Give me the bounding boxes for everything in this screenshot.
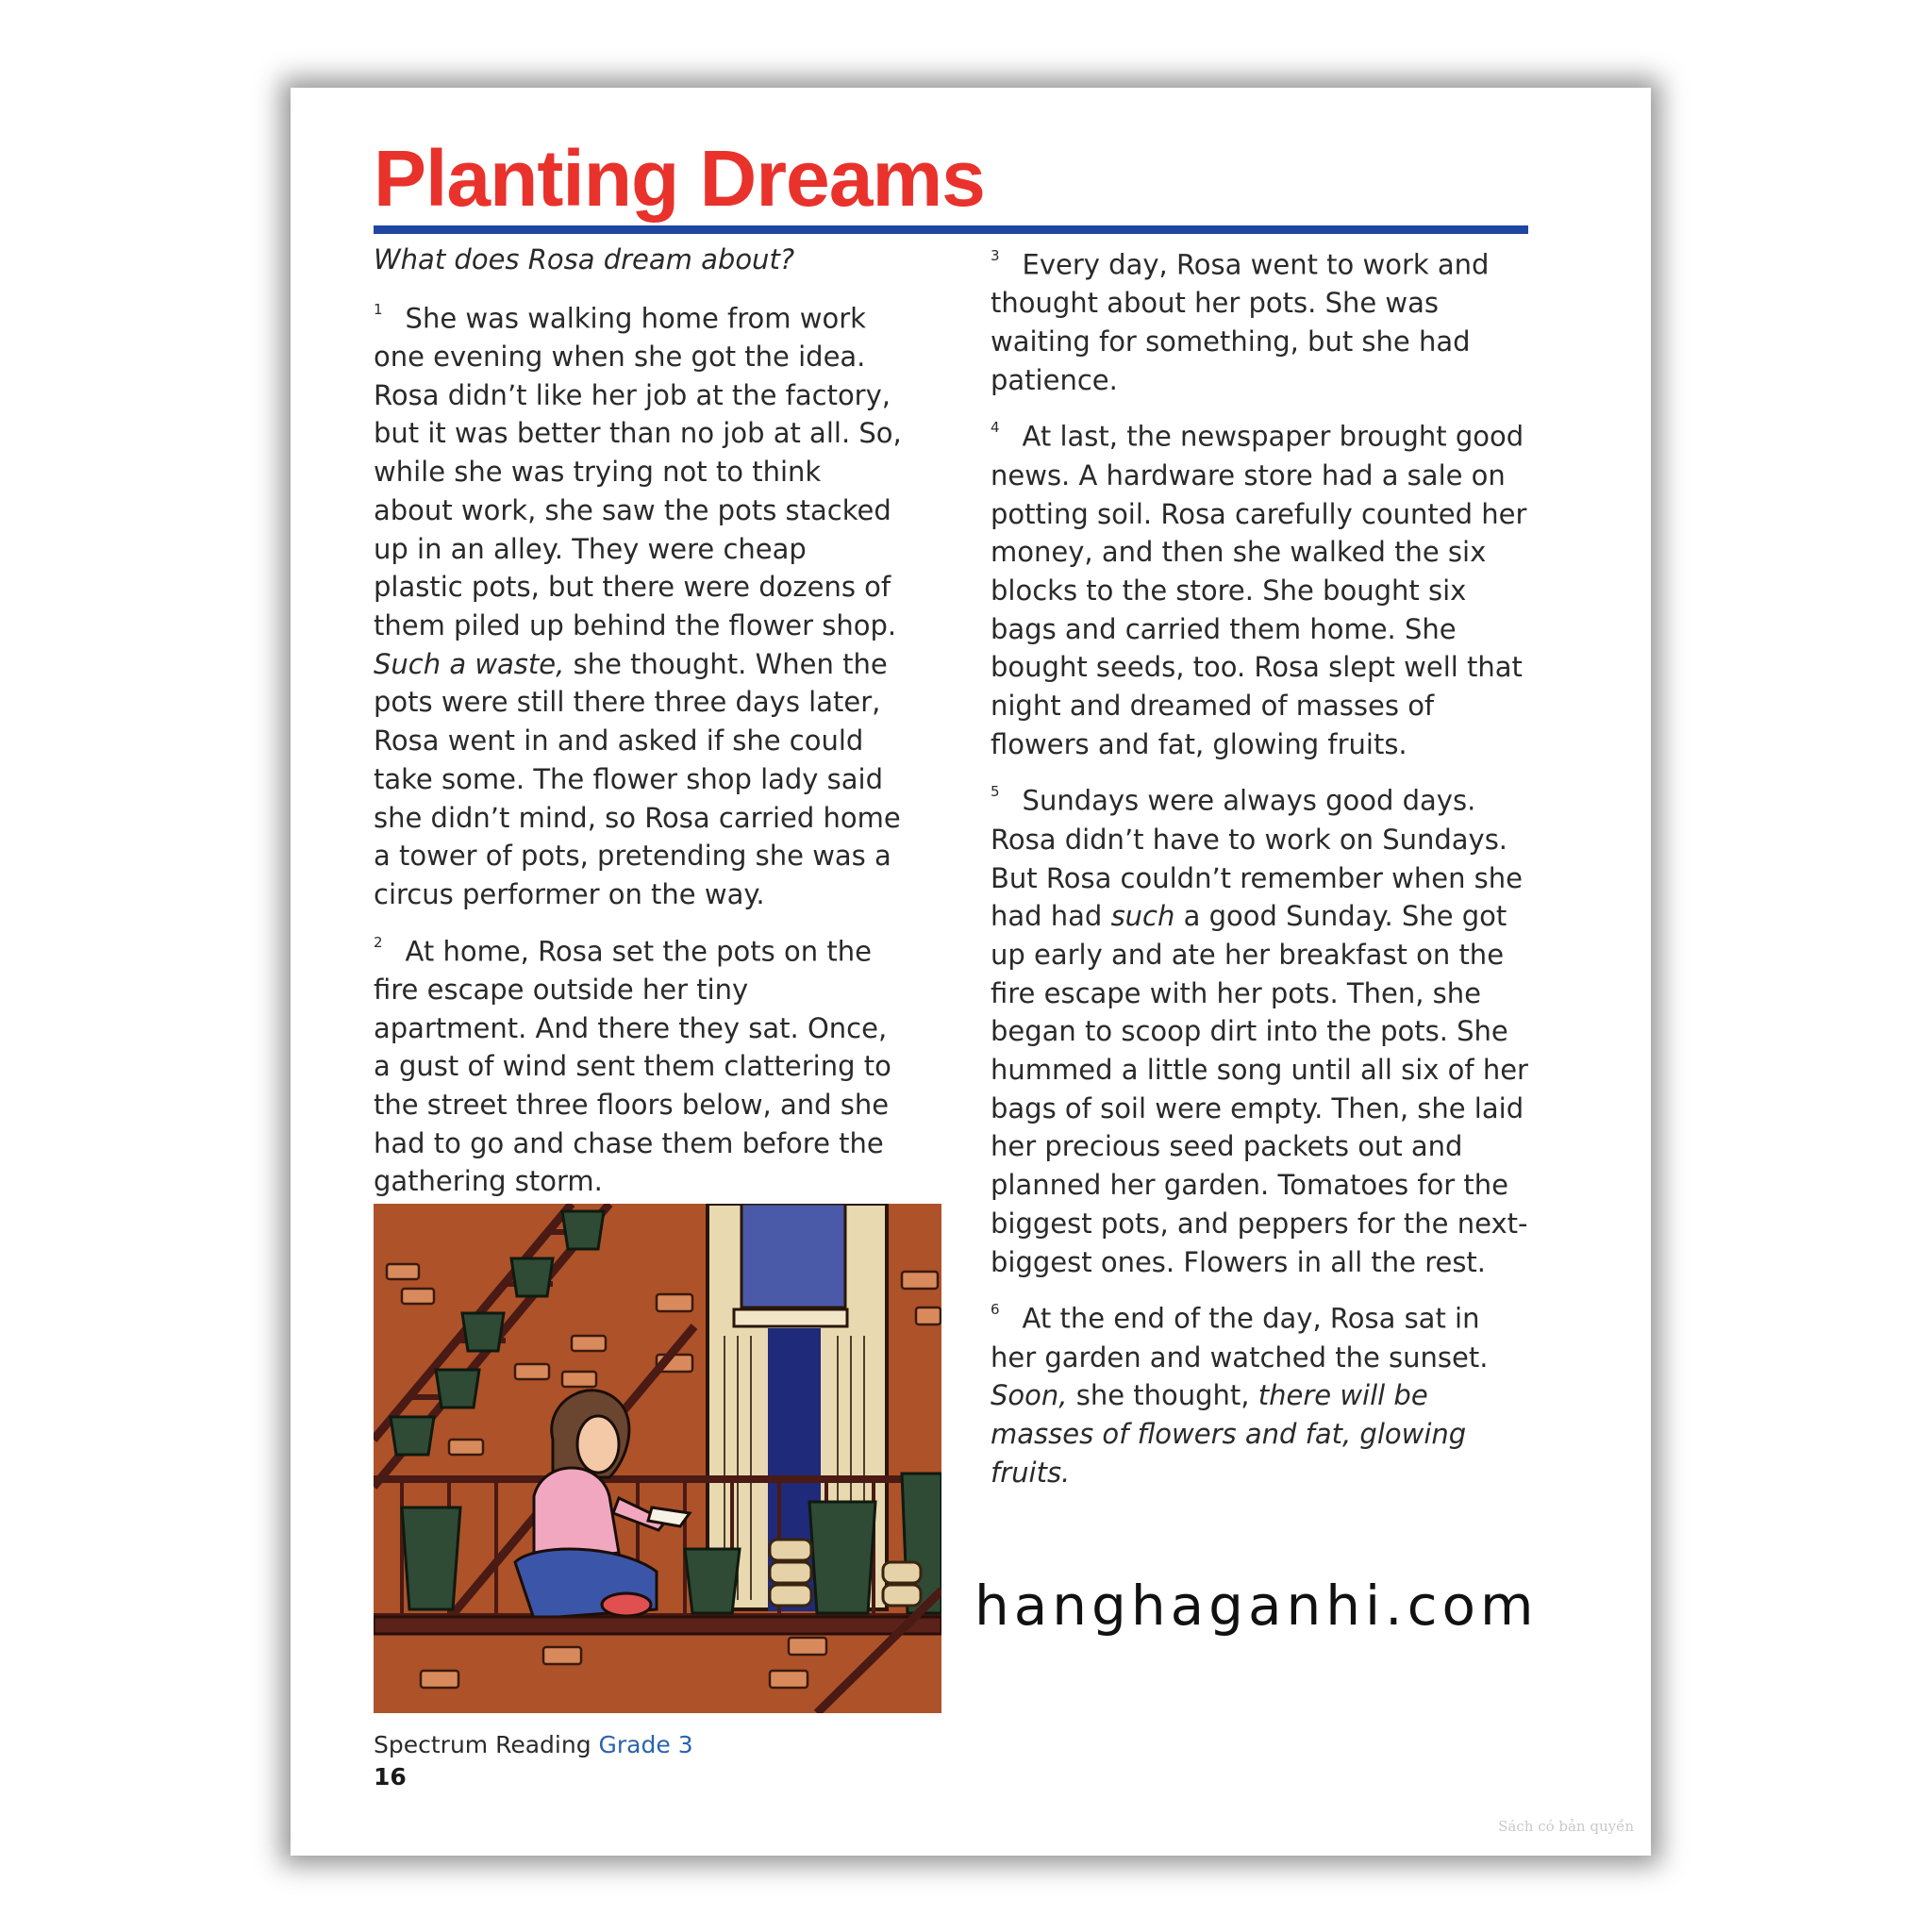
page-number: 16 — [374, 1763, 407, 1790]
grade-label: Grade 3 — [598, 1731, 693, 1758]
paragraph-number: 1 — [374, 300, 383, 318]
paragraph-text: Sundays were always good days. Rosa didn’t have to work on Sundays. But Rosa couldn’t remember when she had had — [991, 785, 1523, 933]
copyright-note: Sách có bản quyền — [1498, 1818, 1634, 1835]
site-watermark: hanghaganhi.com — [974, 1574, 1539, 1638]
series-name: Spectrum Reading — [374, 1731, 591, 1758]
series-line — [374, 1729, 693, 1761]
paragraph-4 — [991, 412, 1533, 763]
paragraph-number: 6 — [991, 1301, 1000, 1319]
paragraph-6 — [991, 1294, 1533, 1491]
paragraph-2 — [374, 927, 902, 1202]
left-column — [374, 241, 902, 1214]
right-column — [991, 241, 1533, 1505]
page-title: Planting Dreams — [374, 134, 985, 223]
paragraph-1 — [374, 294, 902, 914]
paragraph-number: 2 — [374, 933, 383, 951]
book-page — [291, 88, 1651, 1856]
italic-text: Soon, — [991, 1379, 1068, 1412]
paragraph-text: At last, the newspaper brought good news. A hardware store had a sale on potting soil. Rosa carefully counted her money, and then she walked the six blocks to the store. She bought six bags and carried them home. She bought seeds, too. Rosa slept well that night and dreamed of masses of flowers and fat, glowing fruits. — [991, 421, 1527, 760]
paragraph-text: At home, Rosa set the pots on the fire escape outside her tiny apartment. And there they sat. Once, a gust of wind sent them clattering to the street three floors below, and she had to go and chase them before the gathering storm. — [374, 935, 891, 1198]
paragraph-text: a good Sunday. She got up early and ate her breakfast on the fire escape with her pots. Then, she began to scoop dirt into the pots. She hummed a little song until all six of her bags of soil were empty. Then, she laid her precious seed packets out and planned her garden. Tomatoes for the biggest pots, and peppers for the next-biggest ones. Flowers in all the rest. — [991, 900, 1528, 1278]
paragraph-3 — [991, 241, 1533, 399]
paragraph-text: she thought. When the pots were still there three days later, Rosa went in and asked if she could take some. The flower shop lady said she didn’t mind, so Rosa carried home a tower of pots, pretending she was a circus performer on the way. — [374, 647, 901, 910]
paragraph-text: Every day, Rosa went to work and thought about her pots. She was waiting for something, but she had patience. — [991, 248, 1490, 396]
paragraph-text: she thought, — [1067, 1379, 1258, 1412]
paragraph-text: She was walking home from work one evening when she got the idea. Rosa didn’t like her job at the factory, but it was better than no job at all. So, while she was trying not to think about work, she saw the pots stacked up in an alley. They were cheap plastic pots, but there were dozens of them piled up behind the flower shop. — [374, 302, 902, 641]
italic-text: Such a waste, — [374, 647, 565, 680]
paragraph-5 — [991, 776, 1533, 1281]
paragraph-number: 3 — [991, 247, 1000, 264]
guiding-question: What does Rosa dream about? — [374, 243, 795, 275]
paragraph-number: 4 — [991, 419, 1000, 437]
paragraph-text: At the end of the day, Rosa sat in her garden and watched the sunset. — [991, 1302, 1489, 1374]
page-footer — [374, 1729, 693, 1793]
illustration-graphic — [374, 1204, 941, 1713]
italic-text: there will be masses of flowers and fat, glowing fruits. — [991, 1379, 1467, 1489]
paragraph-number: 5 — [991, 783, 1000, 801]
fire-escape-illustration — [374, 1204, 941, 1713]
italic-text: such — [1110, 900, 1175, 933]
title-rule — [374, 225, 1528, 234]
